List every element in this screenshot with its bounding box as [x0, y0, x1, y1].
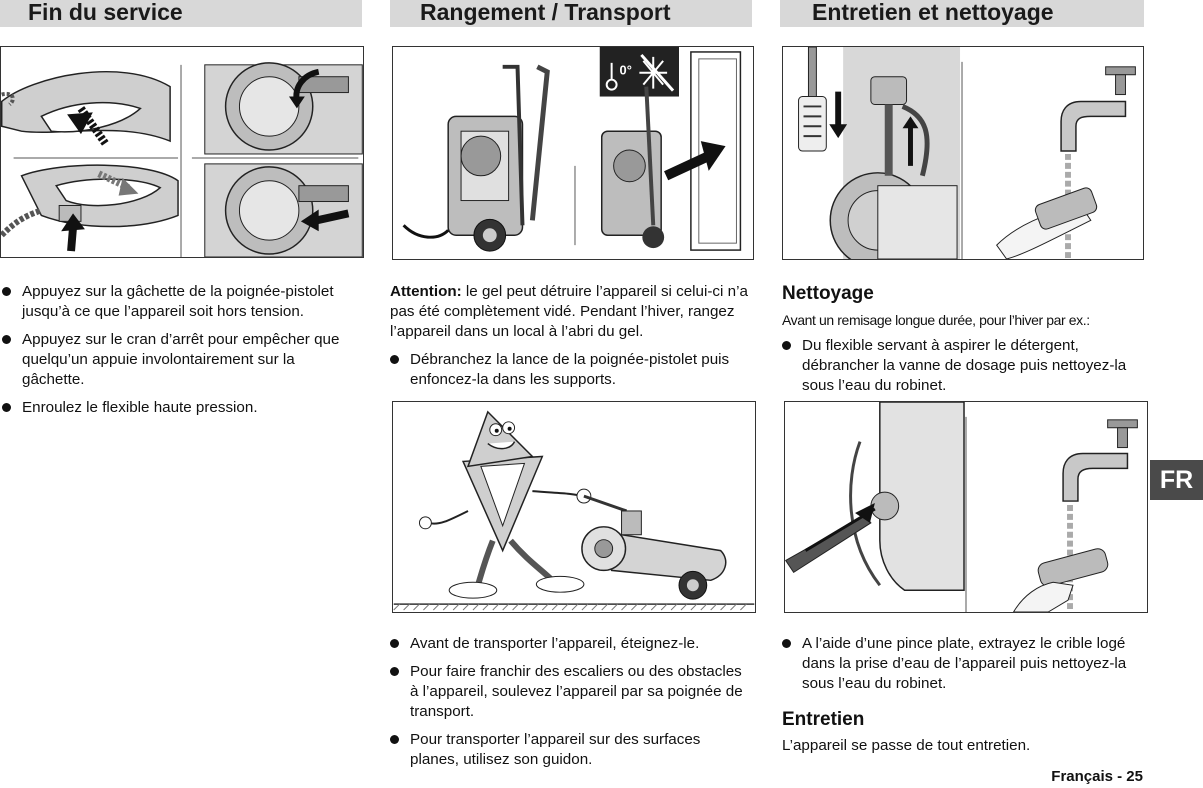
entretien-text: L’appareil se passe de tout entretien.	[782, 737, 1031, 754]
bullet-item: Débranchez la lance de la poignée-pistolet puis enfoncez-la dans les supports.	[390, 350, 752, 390]
nettoyage-block	[782, 282, 1144, 404]
attention-body: le gel peut détruire l’appareil si celui-ci n’a pas été complètement vidé. Pendant l’hiver, rangez l’appareil dans un local à l’abri du gel.	[390, 283, 748, 340]
page-footer: Français - 25	[1051, 768, 1143, 785]
figure-storage-frost	[392, 46, 754, 260]
figure-transport-mascot	[392, 401, 756, 613]
illustration-dosing-valve	[783, 47, 1143, 259]
attention-label: Attention:	[390, 283, 462, 300]
nettoyage-intro: Avant un remisage longue durée, pour l’hiver par ex.:	[782, 312, 1090, 328]
crible-and-entretien-block	[782, 634, 1144, 756]
attention-text	[390, 282, 752, 342]
figure-trigger-and-hose-reel	[0, 46, 364, 258]
illustration-storage	[393, 47, 753, 259]
figure-inlet-filter-cleaning	[784, 401, 1148, 613]
figure-dosing-valve-cleaning	[782, 46, 1144, 260]
bullet-item: Appuyez sur la gâchette de la poignée-pistolet jusqu’à ce que l’appareil soit hors tension.	[2, 282, 357, 322]
bullet-item: Appuyez sur le cran d’arrêt pour empêcher que quelqu’un appuie involontairement sur la gâchette.	[2, 330, 357, 390]
nettoyage-heading: Nettoyage	[782, 283, 874, 304]
bullet-item: Avant de transporter l’appareil, éteignez-le.	[390, 634, 752, 654]
bullet-item: Pour faire franchir des escaliers ou des obstacles à l’appareil, soulevez l’appareil par sa poignée de transport.	[390, 662, 752, 722]
section-title-entretien-nettoyage: Entretien et nettoyage	[780, 0, 1144, 27]
bullet-item: Du flexible servant à aspirer le détergent, débrancher la vanne de dosage puis nettoyez-la sous l’eau du robinet.	[782, 336, 1144, 396]
attention-paragraph	[390, 282, 752, 398]
illustration-trigger-hose-reel	[1, 47, 363, 257]
illustration-inlet-filter	[785, 402, 1147, 612]
frost-label: 0°	[619, 62, 632, 78]
instructions-transport	[390, 634, 752, 778]
illustration-mascot-pulling-cleaner	[393, 402, 755, 612]
bullet-item: A l’aide d’une pince plate, extrayez le crible logé dans la prise d’eau de l’appareil puis nettoyez-la sous l’eau du robinet.	[782, 634, 1144, 694]
language-tab-fr: FR	[1150, 460, 1203, 500]
instructions-fin-du-service	[2, 282, 357, 426]
bullet-item: Enroulez le flexible haute pression.	[2, 398, 357, 418]
section-title-fin-du-service: Fin du service	[0, 0, 362, 27]
entretien-heading: Entretien	[782, 709, 865, 730]
bullet-item: Pour transporter l’appareil sur des surfaces planes, utilisez son guidon.	[390, 730, 752, 770]
section-title-rangement-transport: Rangement / Transport	[390, 0, 752, 27]
